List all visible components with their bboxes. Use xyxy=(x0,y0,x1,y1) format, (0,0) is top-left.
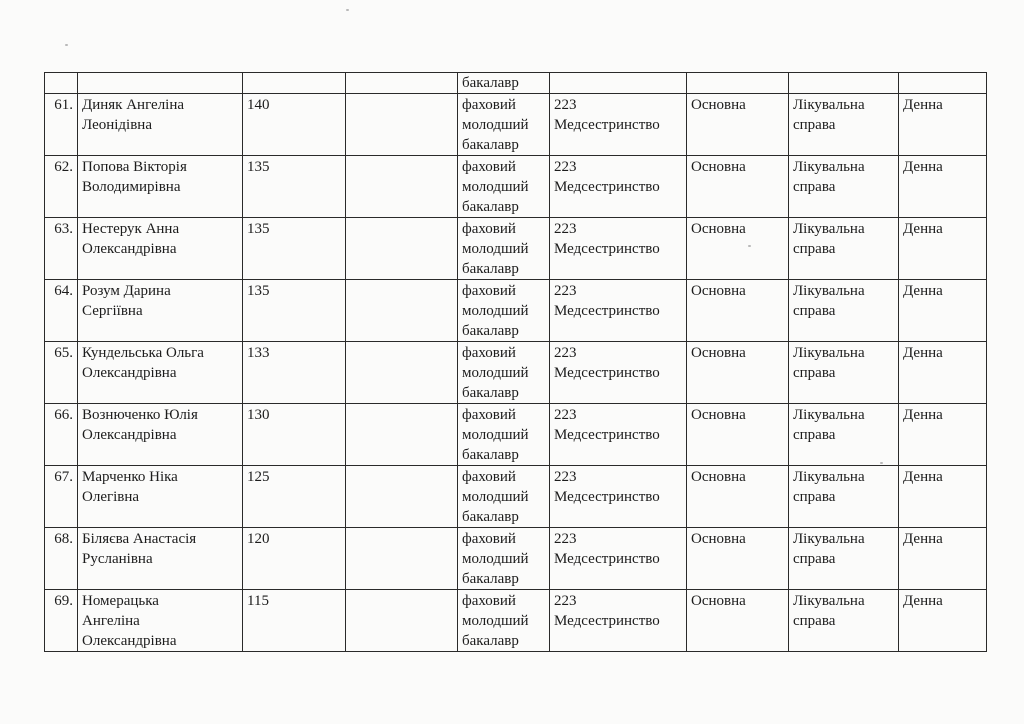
table-row xyxy=(45,342,987,404)
cell-degree xyxy=(458,528,550,590)
continuation-row xyxy=(45,73,987,94)
cell-score xyxy=(243,528,346,590)
degree-line: бакалавр xyxy=(462,137,519,153)
specialty-code: 223 xyxy=(554,221,577,237)
type-value: Основна xyxy=(691,407,746,423)
cell-specialty xyxy=(550,280,687,342)
cell-type xyxy=(687,466,789,528)
table-row xyxy=(45,156,987,218)
program-line: Лікувальна xyxy=(793,345,865,361)
name-line: Марченко Ніка xyxy=(82,469,178,485)
cell-degree xyxy=(458,466,550,528)
program-line: справа xyxy=(793,489,836,505)
cell-score xyxy=(243,280,346,342)
type-value: Основна xyxy=(691,283,746,299)
degree-line: фаховий xyxy=(462,283,516,299)
form-value: Денна xyxy=(903,159,943,175)
cell-specialty xyxy=(550,94,687,156)
specialty-name: Медсестринство xyxy=(554,241,660,257)
score-value: 120 xyxy=(247,531,270,547)
cell-name xyxy=(78,466,243,528)
cell-name xyxy=(78,280,243,342)
specialty-name: Медсестринство xyxy=(554,117,660,133)
program-line: справа xyxy=(793,551,836,567)
degree-line: фаховий xyxy=(462,345,516,361)
degree-line: молодший xyxy=(462,365,529,381)
form-value: Денна xyxy=(903,407,943,423)
degree-line: бакалавр xyxy=(462,323,519,339)
name-line: Олександрівна xyxy=(82,241,177,257)
specialty-code: 223 xyxy=(554,593,577,609)
program-line: справа xyxy=(793,303,836,319)
name-line: Вознюченко Юлія xyxy=(82,407,198,423)
name-line: Олександрівна xyxy=(82,365,177,381)
cell-specialty xyxy=(550,218,687,280)
program-line: Лікувальна xyxy=(793,159,865,175)
program-line: справа xyxy=(793,427,836,443)
score-value: 135 xyxy=(247,221,270,237)
cell-name xyxy=(78,528,243,590)
cell-score xyxy=(243,156,346,218)
degree-line: фаховий xyxy=(462,531,516,547)
cell-program xyxy=(789,156,899,218)
specialty-code: 223 xyxy=(554,531,577,547)
score-value: 140 xyxy=(247,97,270,113)
cell-program xyxy=(789,73,899,94)
name-line: Ангеліна xyxy=(82,613,140,629)
cell-form xyxy=(899,218,987,280)
specialty-name: Медсестринство xyxy=(554,365,660,381)
name-line: Попова Вікторія xyxy=(82,159,187,175)
cell-form xyxy=(899,466,987,528)
name-line: Сергіївна xyxy=(82,303,143,319)
degree-line: фаховий xyxy=(462,593,516,609)
name-line: Номерацька xyxy=(82,593,159,609)
form-value: Денна xyxy=(903,97,943,113)
table-row xyxy=(45,466,987,528)
program-line: справа xyxy=(793,179,836,195)
score-value: 135 xyxy=(247,283,270,299)
cell-program xyxy=(789,218,899,280)
type-value: Основна xyxy=(691,221,746,237)
form-value: Денна xyxy=(903,283,943,299)
cell-name xyxy=(78,342,243,404)
program-line: Лікувальна xyxy=(793,221,865,237)
cell-form xyxy=(899,73,987,94)
degree-line: бакалавр xyxy=(462,385,519,401)
cell-type xyxy=(687,528,789,590)
cell-score xyxy=(243,342,346,404)
specialty-code: 223 xyxy=(554,159,577,175)
degree-line: фаховий xyxy=(462,97,516,113)
applicants-table xyxy=(44,72,987,652)
cell-extra xyxy=(346,156,458,218)
name-line: Олександрівна xyxy=(82,427,177,443)
program-line: Лікувальна xyxy=(793,283,865,299)
specialty-code: 223 xyxy=(554,283,577,299)
program-line: Лікувальна xyxy=(793,407,865,423)
cell-num xyxy=(45,466,78,528)
cell-form xyxy=(899,342,987,404)
cell-num xyxy=(45,342,78,404)
degree-line: молодший xyxy=(462,613,529,629)
degree-line: молодший xyxy=(462,117,529,133)
form-value: Денна xyxy=(903,593,943,609)
cell-type xyxy=(687,590,789,652)
program-line: справа xyxy=(793,613,836,629)
cell-name xyxy=(78,94,243,156)
cell-num xyxy=(45,156,78,218)
cell-program xyxy=(789,590,899,652)
degree-line: бакалавр xyxy=(462,633,519,649)
cell-degree xyxy=(458,73,550,94)
cell-name xyxy=(78,404,243,466)
cell-num xyxy=(45,590,78,652)
specialty-name: Медсестринство xyxy=(554,427,660,443)
cell-num xyxy=(45,280,78,342)
specialty-code: 223 xyxy=(554,469,577,485)
specialty-name: Медсестринство xyxy=(554,613,660,629)
cell-num xyxy=(45,404,78,466)
cell-specialty xyxy=(550,156,687,218)
name-line: Розум Дарина xyxy=(82,283,171,299)
degree-line: молодший xyxy=(462,489,529,505)
cell-form xyxy=(899,590,987,652)
cell-specialty xyxy=(550,73,687,94)
cell-program xyxy=(789,466,899,528)
program-line: Лікувальна xyxy=(793,531,865,547)
cell-degree xyxy=(458,342,550,404)
degree-line: бакалавр xyxy=(462,199,519,215)
cell-specialty xyxy=(550,404,687,466)
cell-degree xyxy=(458,280,550,342)
cell-form xyxy=(899,94,987,156)
cell-name xyxy=(78,156,243,218)
row-number: 69. xyxy=(54,593,73,609)
cell-specialty xyxy=(550,466,687,528)
specialty-name: Медсестринство xyxy=(554,551,660,567)
cell-program xyxy=(789,280,899,342)
cell-program xyxy=(789,342,899,404)
degree-line: фаховий xyxy=(462,407,516,423)
cell-specialty xyxy=(550,590,687,652)
score-value: 130 xyxy=(247,407,270,423)
table-row xyxy=(45,218,987,280)
name-line: Нестерук Анна xyxy=(82,221,180,237)
degree-line: бакалавр xyxy=(462,509,519,525)
row-number: 63. xyxy=(54,221,73,237)
specialty-name: Медсестринство xyxy=(554,489,660,505)
cell-extra xyxy=(346,218,458,280)
cell-score xyxy=(243,218,346,280)
cell-type xyxy=(687,218,789,280)
cell-score xyxy=(243,404,346,466)
degree-line: молодший xyxy=(462,241,529,257)
cell-num xyxy=(45,528,78,590)
degree-line: фаховий xyxy=(462,469,516,485)
degree-line: фаховий xyxy=(462,221,516,237)
cell-form xyxy=(899,156,987,218)
cell-form xyxy=(899,280,987,342)
specialty-code: 223 xyxy=(554,407,577,423)
degree-line: молодший xyxy=(462,303,529,319)
form-value: Денна xyxy=(903,221,943,237)
cell-score xyxy=(243,73,346,94)
cell-program xyxy=(789,404,899,466)
row-number: 61. xyxy=(54,97,73,113)
cell-specialty xyxy=(550,528,687,590)
specialty-code: 223 xyxy=(554,97,577,113)
cell-type xyxy=(687,73,789,94)
cell-extra xyxy=(346,342,458,404)
cell-degree xyxy=(458,404,550,466)
degree-line: молодший xyxy=(462,551,529,567)
type-value: Основна xyxy=(691,97,746,113)
degree-line: фаховий xyxy=(462,159,516,175)
cell-score xyxy=(243,466,346,528)
name-line: Володимирівна xyxy=(82,179,181,195)
cell-extra xyxy=(346,404,458,466)
score-value: 115 xyxy=(247,593,269,609)
row-number: 65. xyxy=(54,345,73,361)
program-line: Лікувальна xyxy=(793,97,865,113)
name-line: Олександрівна xyxy=(82,633,177,649)
program-line: справа xyxy=(793,241,836,257)
row-number: 64. xyxy=(54,283,73,299)
name-line: Леонідівна xyxy=(82,117,152,133)
program-line: Лікувальна xyxy=(793,593,865,609)
table-row xyxy=(45,94,987,156)
program-line: справа xyxy=(793,365,836,381)
score-value: 133 xyxy=(247,345,270,361)
specialty-code: 223 xyxy=(554,345,577,361)
type-value: Основна xyxy=(691,469,746,485)
cell-degree xyxy=(458,94,550,156)
degree-line: бакалавр xyxy=(462,75,519,91)
cell-name xyxy=(78,590,243,652)
cell-type xyxy=(687,342,789,404)
form-value: Денна xyxy=(903,345,943,361)
cell-name xyxy=(78,73,243,94)
cell-degree xyxy=(458,218,550,280)
cell-extra xyxy=(346,73,458,94)
cell-extra xyxy=(346,590,458,652)
cell-name xyxy=(78,218,243,280)
type-value: Основна xyxy=(691,593,746,609)
table-row xyxy=(45,280,987,342)
name-line: Кундельська Ольга xyxy=(82,345,204,361)
type-value: Основна xyxy=(691,159,746,175)
table-row xyxy=(45,590,987,652)
cell-type xyxy=(687,156,789,218)
table-row xyxy=(45,404,987,466)
cell-type xyxy=(687,94,789,156)
cell-extra xyxy=(346,466,458,528)
degree-line: бакалавр xyxy=(462,261,519,277)
cell-num xyxy=(45,218,78,280)
degree-line: бакалавр xyxy=(462,571,519,587)
cell-score xyxy=(243,590,346,652)
row-number: 68. xyxy=(54,531,73,547)
specialty-name: Медсестринство xyxy=(554,303,660,319)
row-number: 66. xyxy=(54,407,73,423)
degree-line: молодший xyxy=(462,427,529,443)
cell-score xyxy=(243,94,346,156)
cell-specialty xyxy=(550,342,687,404)
cell-form xyxy=(899,528,987,590)
cell-extra xyxy=(346,280,458,342)
row-number: 67. xyxy=(54,469,73,485)
cell-degree xyxy=(458,590,550,652)
table-body xyxy=(45,73,987,652)
name-line: Русланівна xyxy=(82,551,153,567)
scan-speck xyxy=(65,44,68,46)
cell-form xyxy=(899,404,987,466)
score-value: 125 xyxy=(247,469,270,485)
score-value: 135 xyxy=(247,159,270,175)
name-line: Олегівна xyxy=(82,489,140,505)
type-value: Основна xyxy=(691,345,746,361)
form-value: Денна xyxy=(903,531,943,547)
name-line: Біляєва Анастасія xyxy=(82,531,197,547)
cell-num xyxy=(45,73,78,94)
degree-line: бакалавр xyxy=(462,447,519,463)
row-number: 62. xyxy=(54,159,73,175)
table-row xyxy=(45,528,987,590)
type-value: Основна xyxy=(691,531,746,547)
cell-extra xyxy=(346,528,458,590)
scan-speck xyxy=(346,9,349,11)
degree-line: молодший xyxy=(462,179,529,195)
specialty-name: Медсестринство xyxy=(554,179,660,195)
cell-program xyxy=(789,528,899,590)
cell-program xyxy=(789,94,899,156)
program-line: справа xyxy=(793,117,836,133)
form-value: Денна xyxy=(903,469,943,485)
cell-type xyxy=(687,404,789,466)
name-line: Диняк Ангеліна xyxy=(82,97,185,113)
program-line: Лікувальна xyxy=(793,469,865,485)
cell-num xyxy=(45,94,78,156)
cell-degree xyxy=(458,156,550,218)
cell-extra xyxy=(346,94,458,156)
cell-type xyxy=(687,280,789,342)
